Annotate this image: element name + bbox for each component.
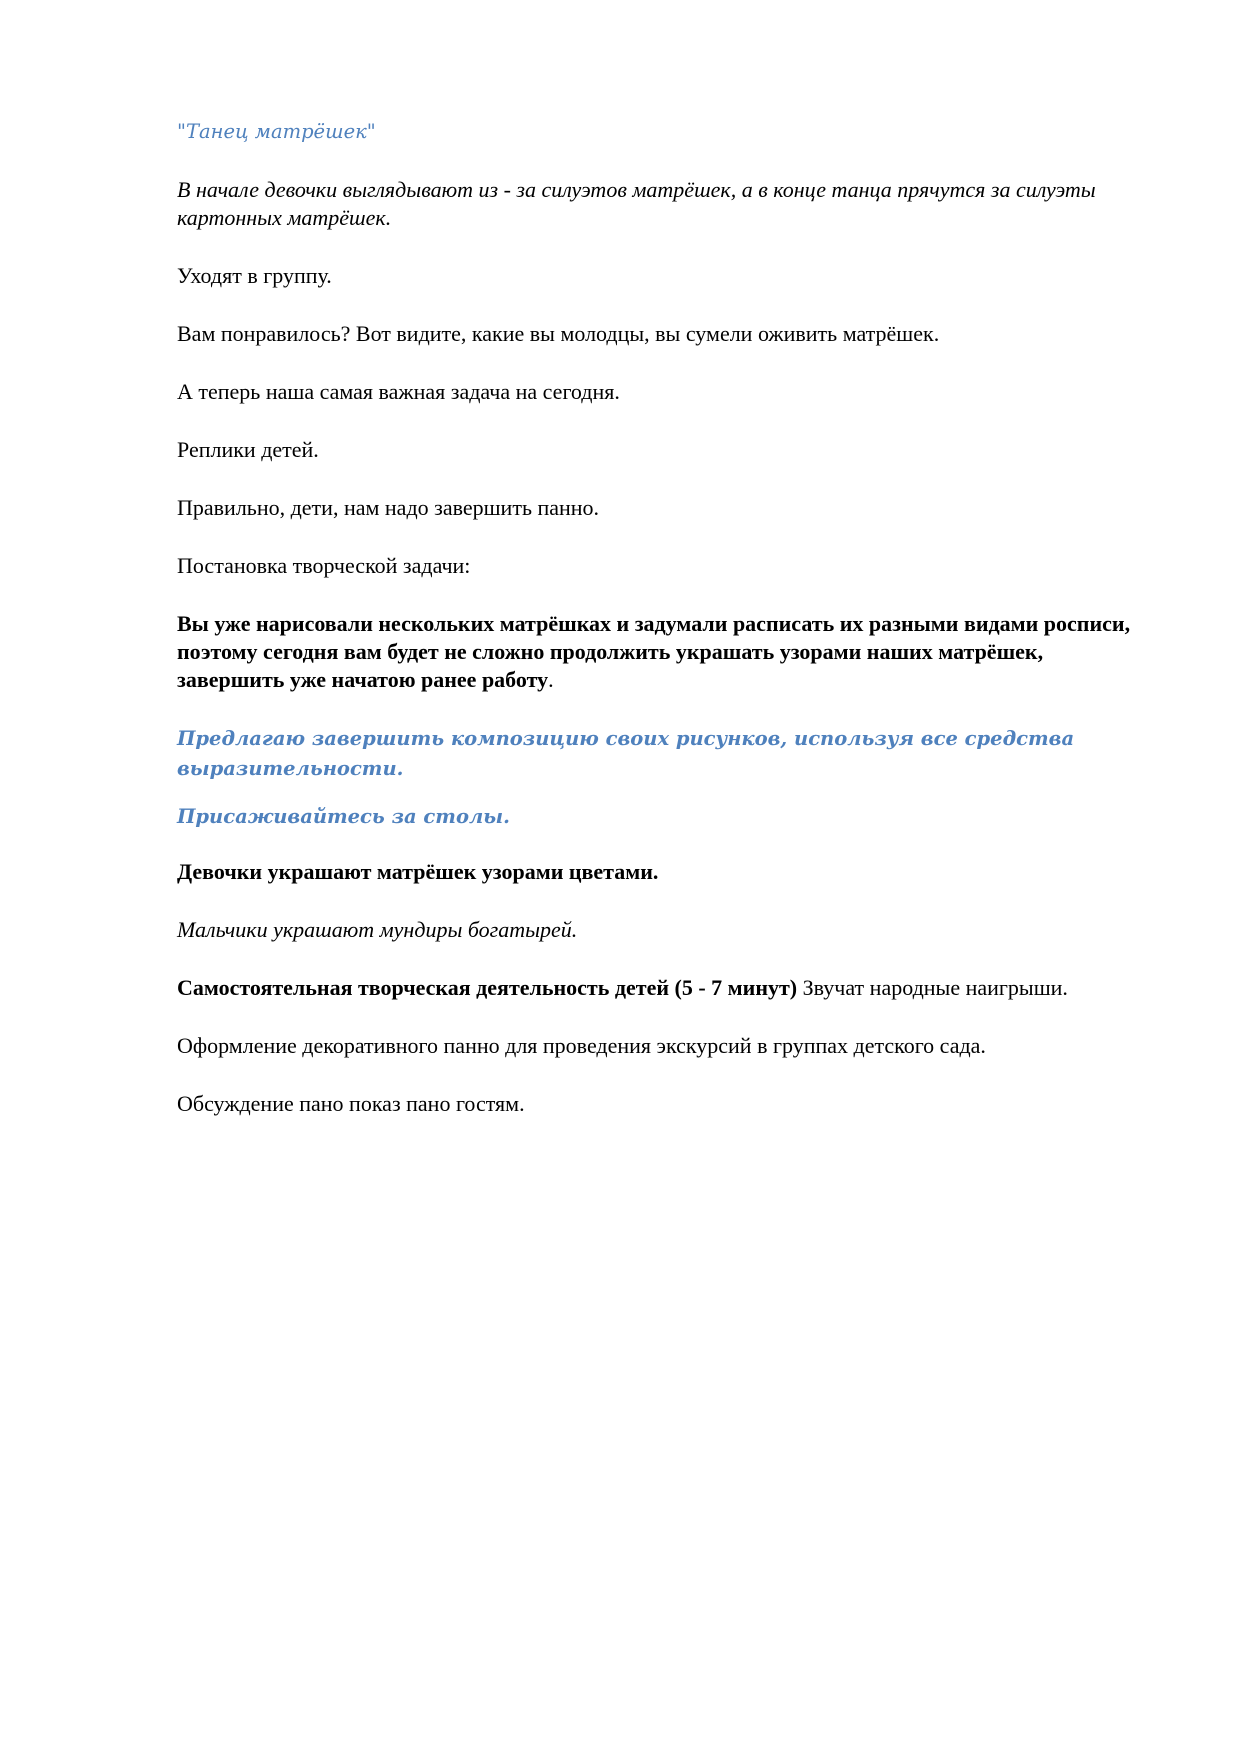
independent-activity [177, 974, 1137, 1002]
independent-activity-bold: Самостоятельная творческая деятельность детей (5 - 7 минут) [177, 975, 798, 1000]
creative-task-heading: Постановка творческой задачи: [177, 553, 471, 578]
teacher-question: Вам понравилось? Вот видите, какие вы молодцы, вы сумели оживить матрёшек. [177, 321, 940, 346]
document-body [177, 118, 1137, 1148]
dance-title: "Танец матрёшек" [177, 120, 376, 143]
dance-description: В начале девочки выглядывают из - за силуэтов матрёшек, а в конце танца прячутся за силуэты картонных матрёшек. [177, 177, 1096, 230]
girls-activity: Девочки украшают матрёшек узорами цветами. [177, 859, 659, 884]
creative-task-period: . [548, 667, 554, 692]
sit-down: Присаживайтесь за столы. [177, 805, 510, 828]
creative-task-bold: Вы уже нарисовали нескольких матрёшках и задумали расписать их разными видами росписи, поэтому сегодня вам будет не сложно продолжить украшать узорами наших матрёшек, завершить уже начатою ранее работу [177, 611, 1131, 692]
children-replies: Реплики детей. [177, 437, 319, 462]
leave-to-group: Уходят в группу. [177, 263, 332, 288]
boys-activity: Мальчики украшают мундиры богатырей. [177, 917, 578, 942]
composition-offer: Предлагаю завершить композицию своих рисунков, используя все средства выразительности. [177, 727, 1075, 780]
panel-discussion: Обсуждение пано показ пано гостям. [177, 1091, 525, 1116]
important-task: А теперь наша самая важная задача на сегодня. [177, 379, 620, 404]
creative-task-text [177, 610, 1137, 694]
panel-design: Оформление декоративного панно для проведения экскурсий в группах детского сада. [177, 1033, 986, 1058]
independent-activity-rest: Звучат народные наигрыши. [797, 975, 1068, 1000]
finish-panel: Правильно, дети, нам надо завершить панно. [177, 495, 600, 520]
